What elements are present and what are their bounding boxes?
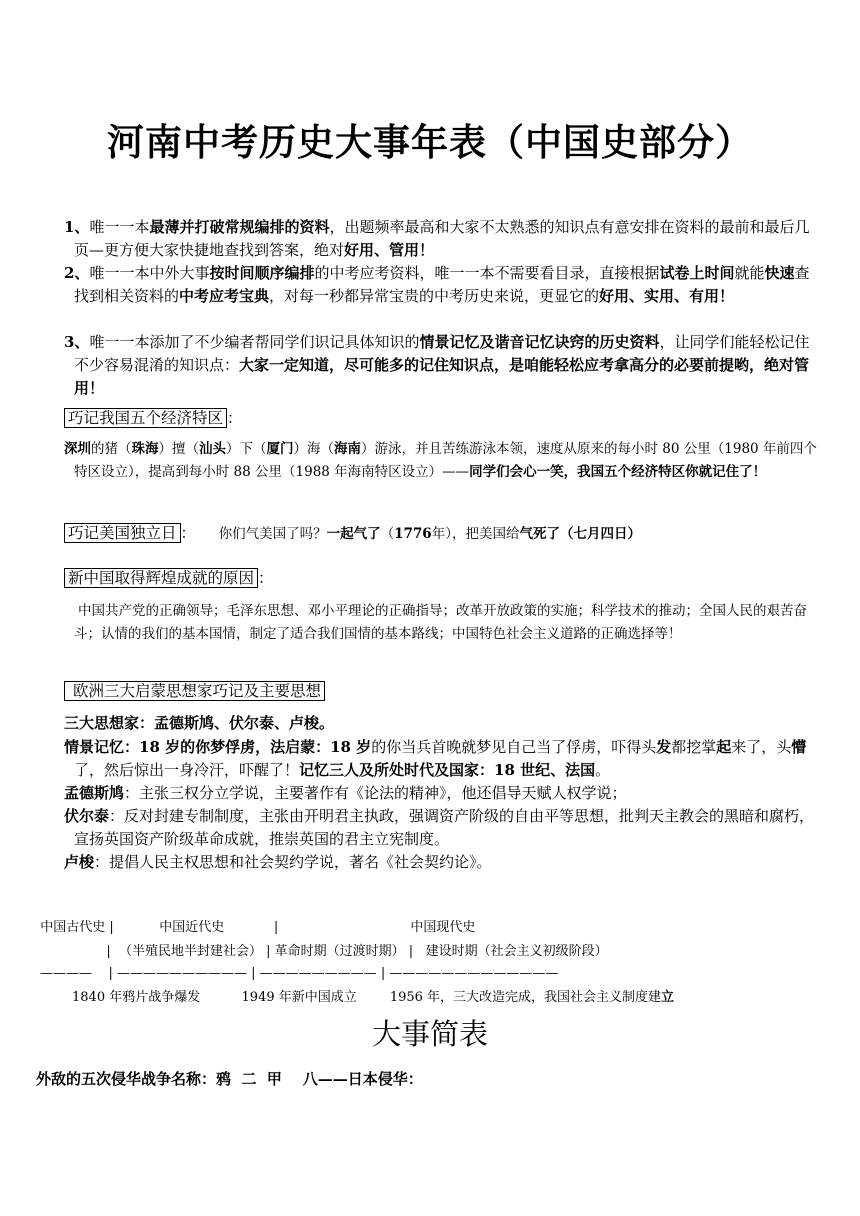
boxed-heading: 新中国取得辉煌成就的原因: [64, 568, 258, 588]
timeline-periods: 中国古代史 | 中国近代史 | 中国现代史: [32, 920, 476, 935]
intro-item-1: 1、唯一一本最薄并打破常规编排的资料，出题频率最高和大家不太熟悉的知识点有意安排在资料的最前和最后几页—更方便大家快捷地查找到答案，绝对好用、管用！: [64, 218, 810, 259]
section-heading-achievements: 新中国取得辉煌成就的原因 ：: [64, 568, 273, 588]
boxed-heading: 巧记美国独立日: [64, 523, 181, 543]
invasion-wars-line: 外敌的五次侵华战争名称：鸦 二 甲 八——日本侵华：: [36, 1070, 423, 1088]
boxed-heading: 巧记我国五个经济特区: [64, 408, 227, 428]
boxed-heading: 欧洲三大启蒙思想家巧记及主要思想: [64, 681, 325, 701]
section-title-chronology: 大事简表: [371, 1017, 488, 1051]
section-heading-economic-zones: 巧记我国五个经济特区 ：: [64, 408, 242, 428]
achievements-text: 中国共产党的正确领导；毛泽东思想、邓小平理论的正确指导；改革开放政策的实施；科学技术的推动；全国人民的艰苦奋斗；认情的我们的基本国情，制定了适合我们国情的基本路线；中国特色社会主义道路的正确选择等！: [74, 603, 807, 642]
section-heading-enlightenment: [64, 681, 325, 701]
intro-item-2: 2、唯一一本中外大事按时间顺序编排的中考应考资料，唯一一本不需要看目录，直接根据试卷上时间就能快速查找到相关资料的中考应考宝典，对每一秒都异常宝贵的中考历史来说，更显它的好用、实用、有用！: [64, 264, 810, 305]
rousseau-line: 卢梭：提倡人民主权思想和社会契约学说，著名《社会契约论》。: [64, 853, 492, 871]
montesquieu-line: 孟德斯鸠：主张三权分立学说，主要著作有《论法的精神》，他还倡导天赋人权学说；: [64, 784, 627, 802]
voltaire-line: 伏尔泰：反对封建专制制度，主张由开明君主执政，强调资产阶级的自由平等思想，批判天主教会的黑暗和腐朽，宣扬英国资产阶级革命成就，推崇英国的君主立宪制度。: [64, 807, 815, 848]
timeline-events: 1840 年鸦片战争爆发 1949 年新中国成立 1956 年，三大改造完成，我国社会主义制度建立: [72, 990, 675, 1005]
thinkers-line: 三大思想家：孟德斯鸠、伏尔泰、卢梭。: [64, 714, 335, 732]
timeline-subperiods: | （半殖民地半封建社会） | 革命时期（过渡时期） | 建设时期（社会主义初级阶段）: [32, 944, 608, 959]
memory-line: 情景记忆：18 岁的你梦俘虏，法启蒙：18 岁的你当兵首晚就梦见自己当了俘虏，吓得头发都挖掌起来了，头懵了，然后惊出一身冷汗，吓醒了！记忆三人及所处时代及国家：18 世纪、法国。: [64, 738, 807, 779]
economic-zones-text: 深圳的猪（珠海）擅（汕头）下（厦门）海（海南）游泳，并且苦练游泳本领，速度从原来的每小时 80 公里（1980 年前四个特区设立），提高到每小时 88 公里（1988 年海南特区设立）——同学们会心一笑，我国五个经济特区你就记住了！: [64, 441, 817, 480]
page-title: 河南中考历史大事年表（中国史部分）: [107, 121, 753, 164]
us-independence-text: 你们气美国了吗？一起气了（1776年），把美国给气死了（七月四日）: [218, 526, 641, 542]
timeline-axis: ———— | —————————— | ————————— | —————————————: [40, 966, 559, 981]
intro-item-3: 3、唯一一本添加了不少编者帮同学们识记具体知识的情景记忆及谐音记忆诀窍的历史资料，让同学们能轻松记住不少容易混淆的知识点：大家一定知道，尽可能多的记住知识点，是咱能轻松应考拿高分的必要前提哟，绝对管用！: [64, 333, 810, 397]
section-heading-us-independence: 巧记美国独立日 ： 你们气美国了吗？一起气了（1776年），把美国给气死了（七月四日）: [64, 523, 641, 546]
